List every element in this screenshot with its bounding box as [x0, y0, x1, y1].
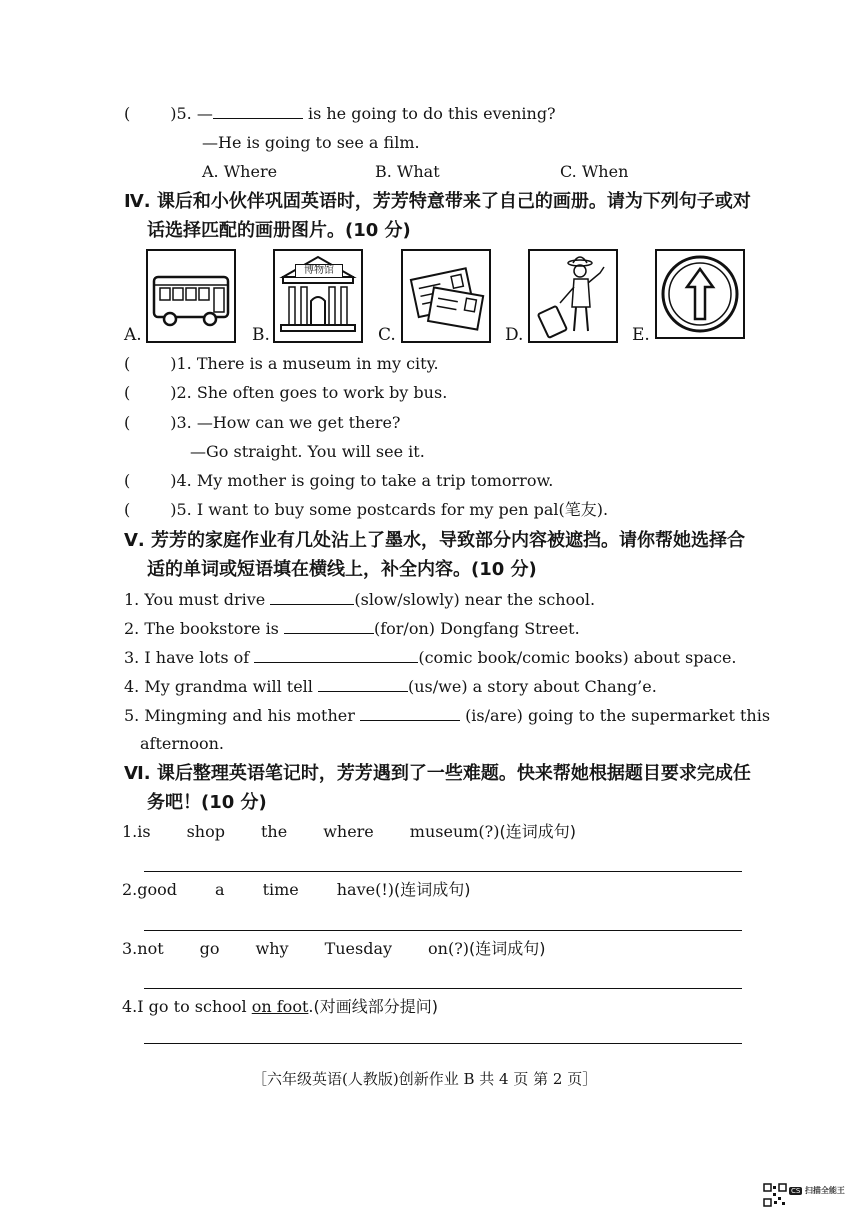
s4-item-2: ( )2. She often goes to work by bus.	[124, 383, 448, 402]
s5-item-2: 2. The bookstore is (for/on) Dongfang Street.	[124, 619, 580, 638]
s6-item-1: 1.is shop the where museum(?)(连词成句)	[122, 822, 576, 841]
bus-icon	[146, 249, 236, 343]
section5-title-1: Ⅴ. 芳芳的家庭作业有几处沾上了墨水，导致部分内容被遮挡。请你帮她选择合	[124, 530, 746, 551]
answer-blank[interactable]	[254, 648, 418, 663]
underlined-phrase: on foot	[251, 997, 309, 1016]
s5-item-5-cont: afternoon.	[140, 734, 224, 753]
s4-item-4: ( )4. My mother is going to take a trip tomorrow.	[124, 471, 554, 490]
section4-title-2: 话选择匹配的画册图片。(10 分)	[147, 220, 411, 241]
cs-logo-icon: CS	[791, 1187, 801, 1195]
s5-item-3: 3. I have lots of (comic book/comic books) about space.	[124, 648, 737, 667]
answer-blank[interactable]	[284, 619, 374, 634]
answer-blank[interactable]	[270, 590, 354, 605]
scanner-watermark: CS 扫描全能王	[791, 1186, 845, 1195]
museum-sign: 博物馆	[295, 264, 343, 278]
pic-letter-e: E.	[632, 325, 650, 345]
answer-blank[interactable]	[360, 706, 460, 721]
answer-line[interactable]	[144, 988, 742, 989]
q5-row	[124, 104, 556, 124]
answer-line[interactable]	[144, 871, 742, 872]
s5-item-4: 4. My grandma will tell (us/we) a story about Chang’e.	[124, 677, 657, 696]
answer-blank[interactable]	[318, 677, 408, 692]
traveler-icon	[528, 249, 618, 343]
s5-item-5: 5. Mingming and his mother (is/are) going to the supermarket this	[124, 706, 771, 725]
qr-code-icon	[763, 1183, 787, 1207]
pic-letter-c: C.	[378, 325, 396, 345]
pic-letter-d: D.	[505, 325, 524, 345]
go-straight-sign-icon	[655, 249, 745, 339]
s5-item-1: 1. You must drive (slow/slowly) near the school.	[124, 590, 596, 609]
section6-title-1: Ⅵ. 课后整理英语笔记时，芳芳遇到了一些难题。快来帮她根据题目要求完成任	[124, 763, 751, 784]
s4-item-1: ( )1. There is a museum in my city.	[124, 354, 439, 373]
answer-blank[interactable]	[213, 104, 303, 119]
answer-line[interactable]	[144, 930, 742, 931]
section6-title-2: 务吧！(10 分)	[147, 792, 267, 813]
paren-open: (	[124, 104, 131, 123]
s6-item-4: 4.I go to school on foot.(对画线部分提问)	[122, 997, 438, 1016]
section5-title-2: 适的单词或短语填在横线上，补全内容。(10 分)	[147, 559, 537, 580]
q5-text: is he going to do this evening?	[307, 104, 556, 123]
section4-title-1: Ⅳ. 课后和小伙伴巩固英语时，芳芳特意带来了自己的画册。请为下列句子或对	[124, 191, 751, 212]
q5-answer: —He is going to see a film.	[202, 133, 420, 152]
s4-item-5: ( )5. I want to buy some postcards for my pen pal(笔友).	[124, 500, 609, 519]
s6-item-3: 3.not go why Tuesday on(?)(连词成句)	[122, 939, 546, 958]
s6-item-2: 2.good a time have(!)(连词成句)	[122, 880, 471, 899]
q5-option-b: B. What	[375, 162, 440, 181]
paren-close: )	[170, 104, 177, 123]
q5-number: 5. —	[176, 104, 213, 123]
s4-item-3-reply: —Go straight. You will see it.	[190, 442, 425, 461]
q5-option-a: A. Where	[202, 162, 278, 181]
page-footer: ［六年级英语(人教版)创新作业 B 共 4 页 第 2 页］	[252, 1070, 598, 1088]
q5-option-c: C. When	[560, 162, 629, 181]
pic-letter-b: B.	[252, 325, 270, 345]
answer-line[interactable]	[144, 1043, 742, 1044]
postcards-icon	[401, 249, 491, 343]
s4-item-3: ( )3. —How can we get there?	[124, 413, 401, 432]
museum-icon	[273, 249, 363, 343]
pic-letter-a: A.	[124, 325, 142, 345]
